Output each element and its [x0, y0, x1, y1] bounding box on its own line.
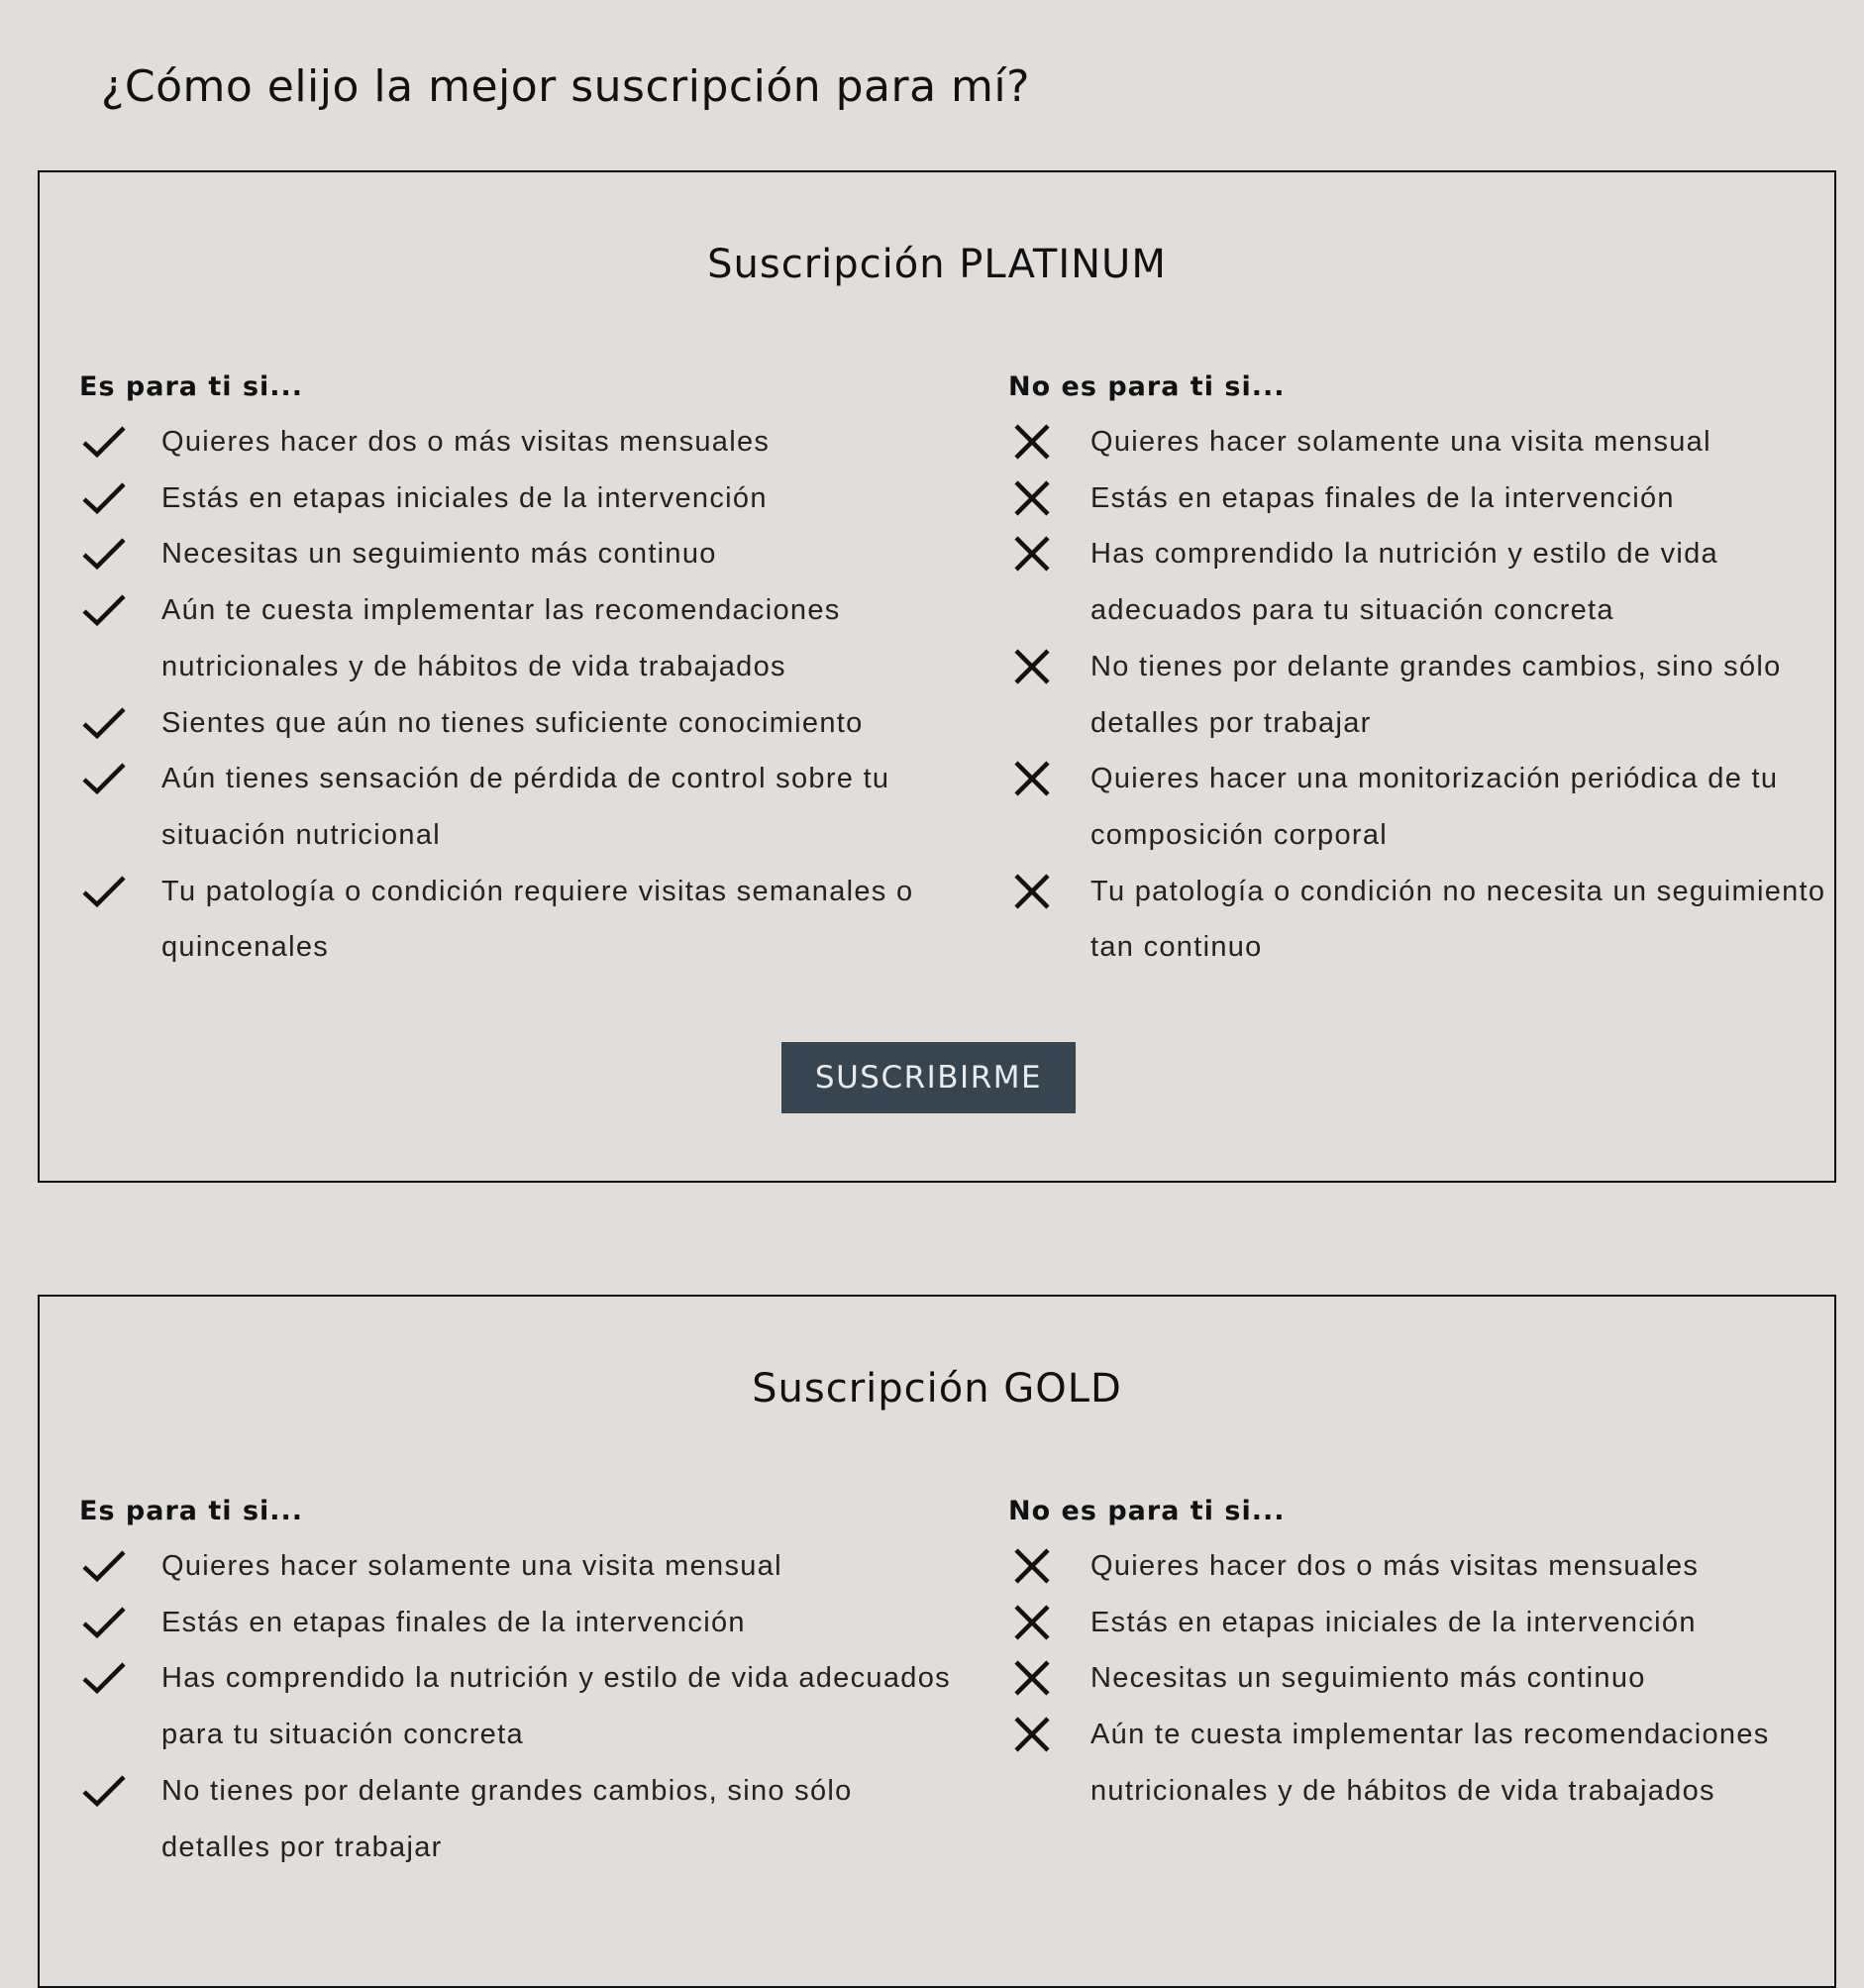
cross-icon — [1008, 1547, 1058, 1585]
subscribe-button[interactable]: SUSCRIBIRME — [781, 1042, 1076, 1113]
list-item — [1008, 1707, 1830, 1819]
gold-no-heading: No es para ti si... — [1008, 1496, 1286, 1526]
list-item — [79, 1595, 951, 1651]
list-item — [79, 751, 951, 863]
list-item-text: Quieres hacer solamente una visita mensual — [1090, 426, 1711, 458]
list-item-text: Tu patología o condición requiere visitas semanales o quincenales — [161, 875, 914, 964]
gold-yes-heading: Es para ti si... — [79, 1496, 304, 1526]
check-icon — [79, 591, 129, 629]
platinum-plan-title: Suscripción PLATINUM — [707, 242, 1167, 287]
list-item-text: Aún te cuesta implementar las recomendaciones nutricionales y de hábitos de vida trabajados — [161, 594, 841, 682]
check-icon — [79, 760, 129, 797]
list-item-text: Estás en etapas finales de la intervención — [161, 1606, 746, 1638]
platinum-yes-list — [79, 414, 951, 976]
cross-icon — [1008, 648, 1058, 685]
list-item-text: Tu patología o condición no necesita un seguimiento tan continuo — [1090, 875, 1826, 964]
list-item — [1008, 526, 1830, 638]
list-item-text: No tienes por delante grandes cambios, sino sólo detalles por trabajar — [161, 1774, 853, 1863]
list-item — [1008, 639, 1830, 751]
list-item — [1008, 864, 1830, 976]
list-item-text: Quieres hacer solamente una visita mensual — [161, 1550, 782, 1582]
platinum-no-column — [1008, 366, 1830, 976]
gold-no-list — [1008, 1538, 1830, 1820]
check-icon — [79, 1604, 129, 1641]
gold-no-column — [1008, 1491, 1830, 1820]
list-item — [79, 1538, 951, 1595]
list-item-text: Estás en etapas finales de la intervención — [1090, 481, 1675, 514]
list-item-text: Sientes que aún no tienes suficiente conocimiento — [161, 706, 864, 739]
list-item-text: Has comprendido la nutrición y estilo de vida adecuados para tu situación concreta — [161, 1662, 951, 1751]
list-item — [79, 414, 951, 471]
list-item-text: Necesitas un seguimiento más continuo — [1090, 1662, 1646, 1695]
list-item-text: Estás en etapas iniciales de la intervención — [161, 481, 768, 514]
list-item-text: Quieres hacer dos o más visitas mensuales — [1090, 1550, 1700, 1582]
gold-plan-card — [38, 1295, 1836, 1988]
gold-yes-list — [79, 1538, 951, 1875]
list-item-text: Necesitas un seguimiento más continuo — [161, 538, 717, 571]
cross-icon — [1008, 479, 1058, 517]
list-item — [1008, 471, 1830, 527]
list-item-text: No tienes por delante grandes cambios, sino sólo detalles por trabajar — [1090, 650, 1782, 739]
platinum-no-list — [1008, 414, 1830, 976]
platinum-yes-heading: Es para ti si... — [79, 371, 304, 402]
list-item — [1008, 751, 1830, 863]
cross-icon — [1008, 873, 1058, 910]
platinum-yes-column — [79, 366, 951, 976]
check-icon — [79, 1772, 129, 1810]
list-item — [1008, 414, 1830, 471]
list-item — [79, 471, 951, 527]
check-icon — [79, 423, 129, 461]
list-item — [79, 695, 951, 752]
check-icon — [79, 479, 129, 517]
list-item-text: Quieres hacer una monitorización periódica de tu composición corporal — [1090, 763, 1779, 851]
list-item — [79, 1650, 951, 1762]
platinum-plan-card — [38, 170, 1836, 1183]
list-item-text: Has comprendido la nutrición y estilo de vida adecuados para tu situación concreta — [1090, 538, 1718, 627]
list-item-text: Aún te cuesta implementar las recomendaciones nutricionales y de hábitos de vida trabajados — [1090, 1719, 1770, 1807]
check-icon — [79, 1659, 129, 1697]
cross-icon — [1008, 760, 1058, 797]
list-item — [1008, 1650, 1830, 1707]
list-item — [79, 1763, 951, 1875]
check-icon — [79, 1547, 129, 1585]
cross-icon — [1008, 535, 1058, 573]
cross-icon — [1008, 1604, 1058, 1641]
list-item-text: Quieres hacer dos o más visitas mensuales — [161, 426, 771, 458]
list-item — [1008, 1595, 1830, 1651]
cross-icon — [1008, 1716, 1058, 1753]
platinum-no-heading: No es para ti si... — [1008, 371, 1286, 402]
check-icon — [79, 873, 129, 910]
check-icon — [79, 704, 129, 742]
list-item — [79, 864, 951, 976]
cross-icon — [1008, 423, 1058, 461]
check-icon — [79, 535, 129, 573]
list-item — [79, 526, 951, 582]
list-item — [79, 582, 951, 694]
list-item-text: Estás en etapas iniciales de la intervención — [1090, 1606, 1697, 1638]
list-item — [1008, 1538, 1830, 1595]
list-item-text: Aún tienes sensación de pérdida de control sobre tu situación nutricional — [161, 763, 890, 851]
gold-plan-title: Suscripción GOLD — [752, 1366, 1122, 1412]
page-title: ¿Cómo elijo la mejor suscripción para mí? — [101, 61, 1030, 112]
cross-icon — [1008, 1659, 1058, 1697]
gold-yes-column — [79, 1491, 951, 1875]
